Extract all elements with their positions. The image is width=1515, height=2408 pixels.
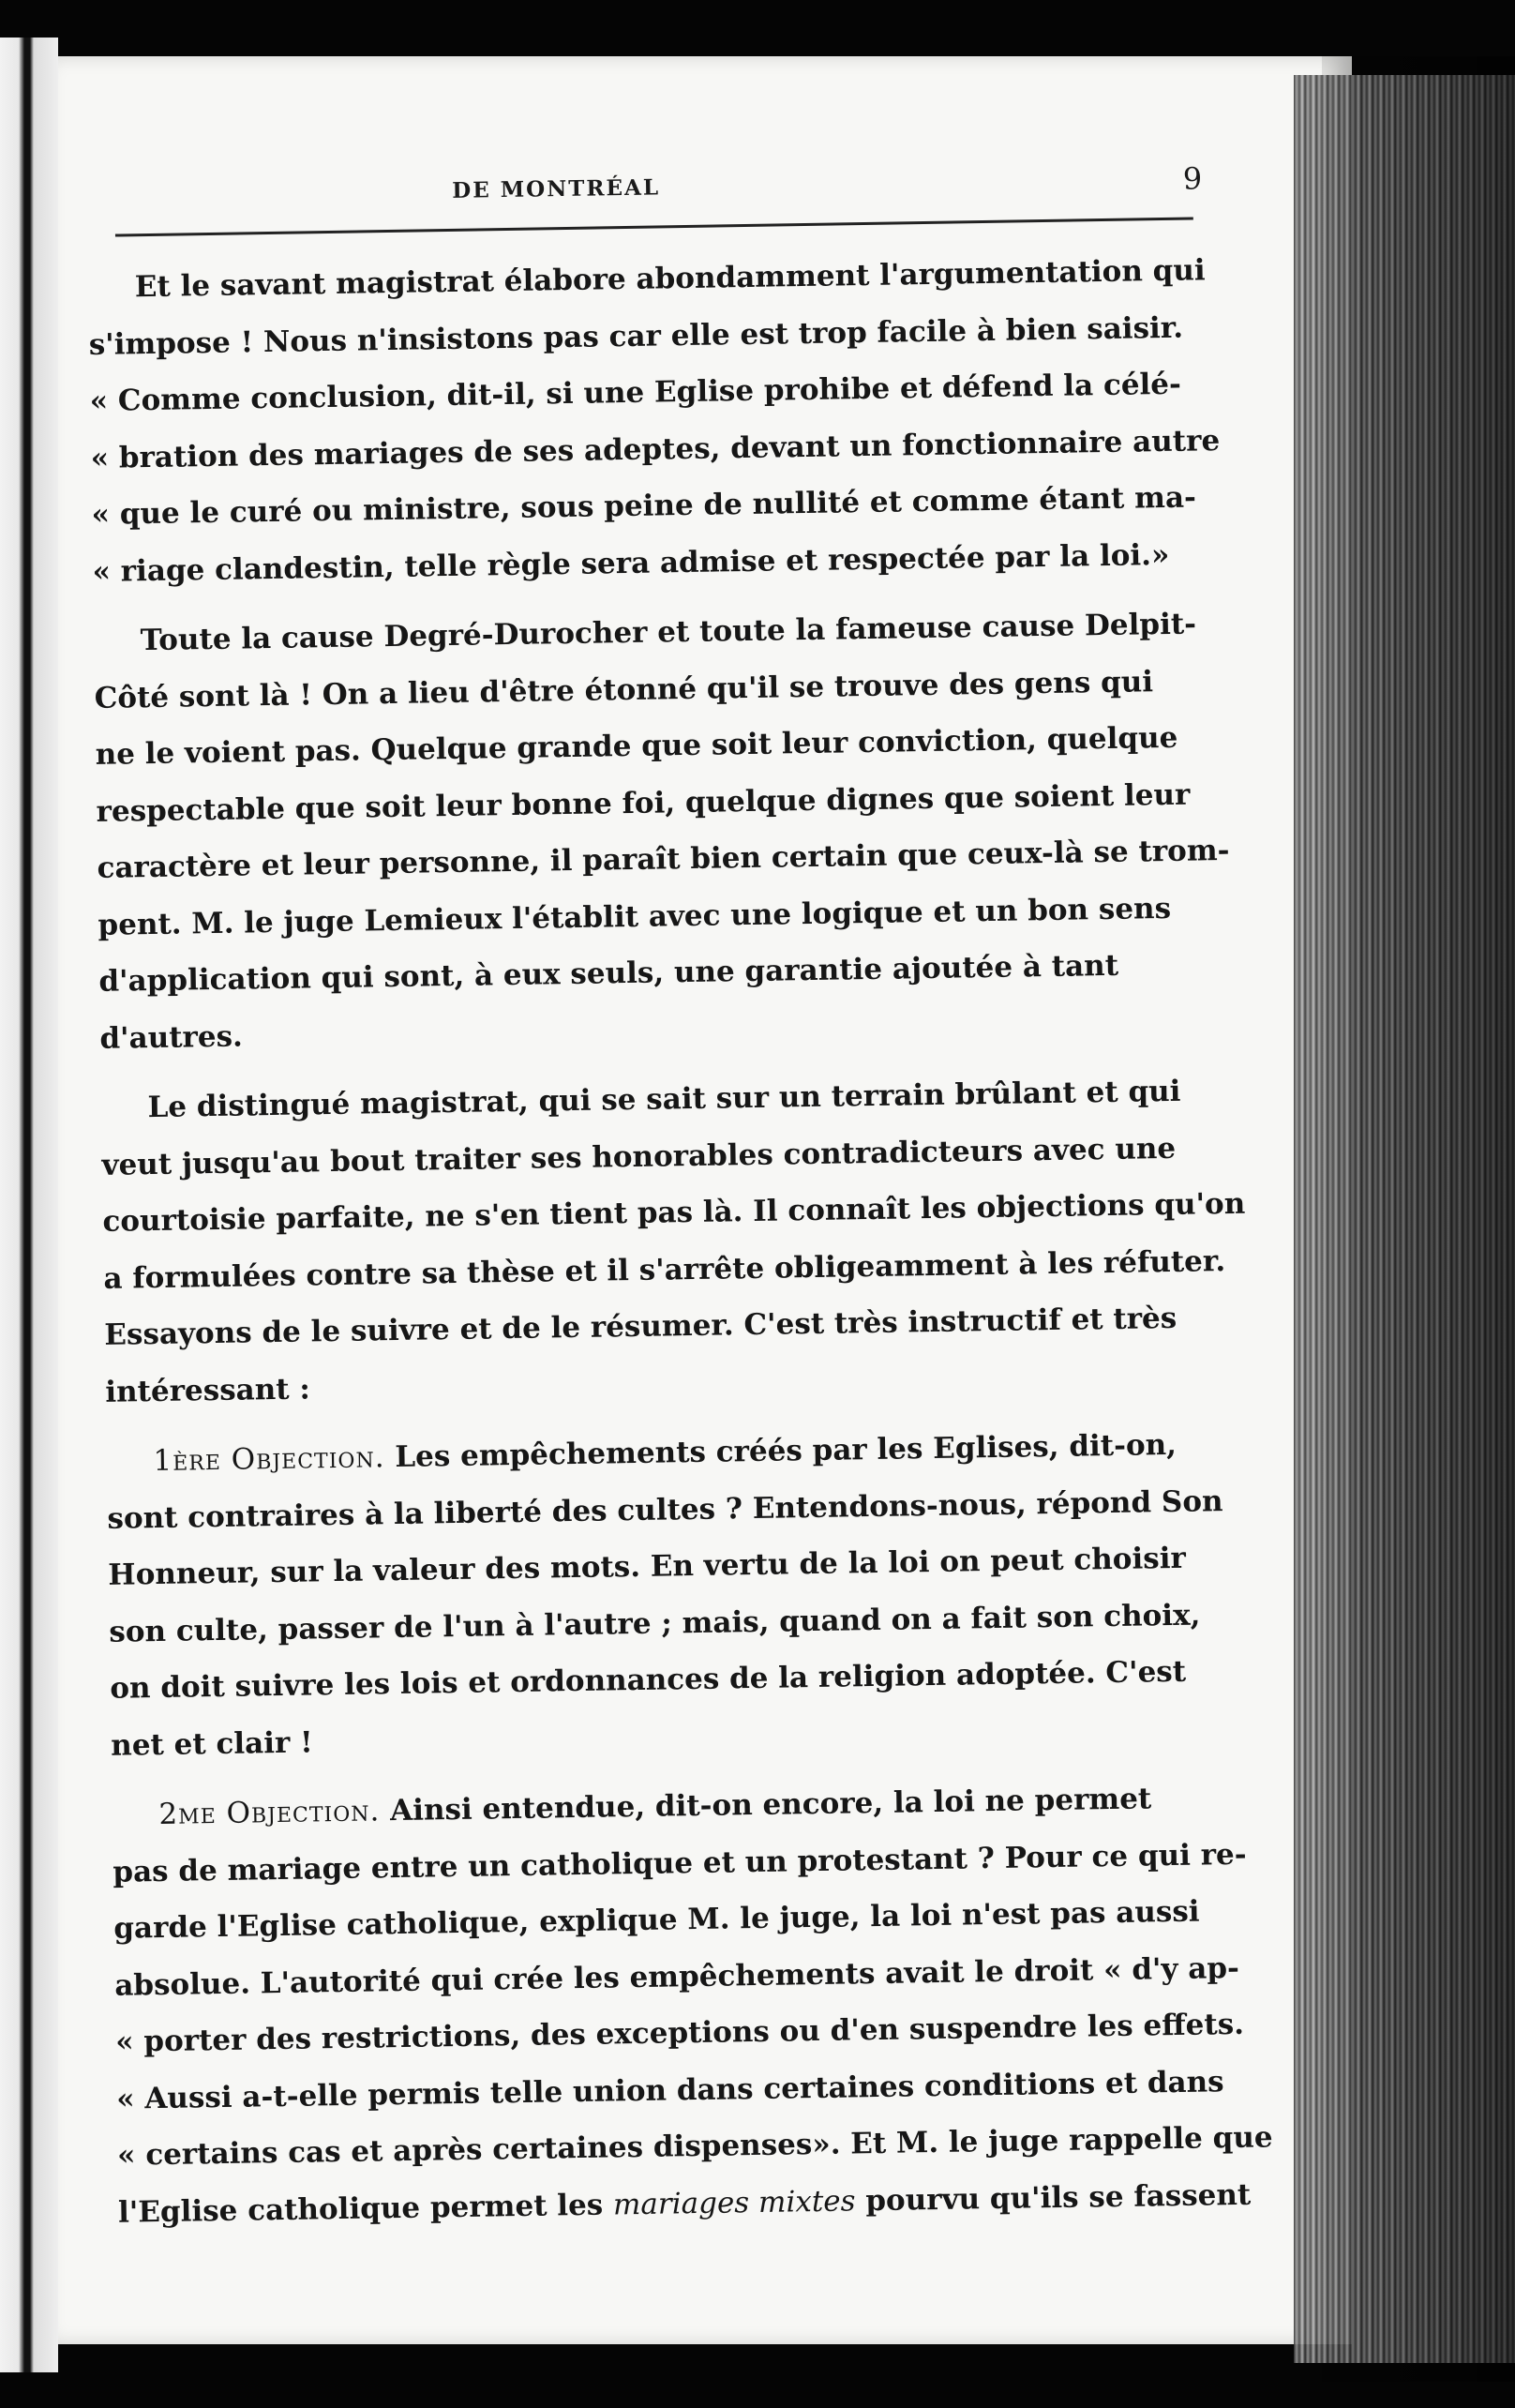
text-line: pent. M. le juge Lemieux l'établit avec une logique et un bon sens [98,891,1172,942]
text-line: « certains cas et après certaines dispenses». Et M. le juge rappelle que [116,2120,1273,2173]
text-line: veut jusqu'au bout traiter ses honorables contradicteurs avec une [101,1131,1177,1182]
objection-heading: 2me Objection. [158,1794,381,1831]
text-line: net et clair ! [110,1724,313,1763]
text-line: Côté sont là ! On a lieu d'être étonné qu'il se trouve des gens qui [94,664,1154,715]
paragraph-3 [100,1063,1246,1421]
text-line: absolue. L'autorité qui crée les empêchements avait le droit « d'y ap- [113,1950,1240,2003]
text-line: on doit suivre les lois et ordonnances de la religion adoptée. C'est [110,1654,1187,1706]
text-run: Ainsi entendue, dit-on encore, la loi ne permet [380,1782,1152,1829]
paragraph-2 [93,596,1230,1067]
paragraph-objection-2 [112,1769,1273,2240]
text-line: intéressant : [105,1371,311,1409]
text-line: « Aussi a-t-elle permis telle union dans certaines conditions et dans [115,2064,1224,2116]
page-stack-shadow [1322,56,1515,2382]
text-run: l'Eglise catholique permet les [117,2187,614,2230]
text-line: caractère et leur personne, il paraît bien certain que ceux-là se trom- [97,833,1230,885]
left-page-edge [0,38,58,2372]
text-line: Le distingué magistrat, qui se sait sur un terrain brûlant et qui [147,1074,1181,1125]
running-title: DE MONTRÉAL [452,174,661,203]
text-line: sont contraires à la liberté des cultes ? Entendons-nous, répond Son [107,1483,1223,1536]
text-line: « bration des mariages de ses adeptes, devant un fonctionnaire autre [90,423,1221,475]
paragraph-objection-1 [106,1416,1223,1773]
text-line: pas de mariage entre un catholique et un protestant ? Pour ce qui re- [112,1837,1247,1889]
text-line: garde l'Eglise catholique, explique M. le juge, la loi n'est pas aussi [113,1894,1200,1946]
text-line: d'autres. [99,1018,244,1056]
page-number: 9 [1182,160,1203,197]
text-line: Et le savant magistrat élabore abondamment l'argumentation qui [134,253,1206,305]
text-line: courtoisie parfaite, ne s'en tient pas là. Il connaît les objections qu'on [102,1186,1246,1239]
text-line: d'application qui sont, à eux seuls, une garantie ajoutée à tant [98,948,1119,999]
body-text [87,243,1273,2241]
text-run: Les empêchements créés par les Eglises, dit-on, [384,1427,1178,1475]
text-line: s'impose ! Nous n'insistons pas car elle est trop facile à bien saisir. [88,310,1184,362]
text-line: Essayons de le suivre et de le résumer. C'est très instructif et très [104,1301,1178,1352]
text-line: « Comme conclusion, dit-il, si une Eglise prohibe et défend la célé- [89,367,1182,418]
text-line: a formulées contre sa thèse et il s'arrête obligeamment à les réfuter. [103,1243,1226,1296]
text-line: « porter des restrictions, des exceptions ou d'en suspendre les effets. [114,2007,1245,2059]
text-line: respectable que soit leur bonne foi, quelque dignes que soient leur [96,777,1191,829]
text-line: Honneur, sur la valeur des mots. En vertu de la loi on peut choisir [108,1541,1187,1592]
text-line: « que le curé ou ministre, sous peine de nullité et comme étant ma- [91,480,1197,532]
text-line: ne le voient pas. Quelque grande que soit leur conviction, quelque [95,720,1178,772]
text-run: pourvu qu'ils se fassent [855,2177,1252,2218]
text-line: son culte, passer de l'un à l'autre ; mais, quand on a fait son choix, [109,1598,1201,1649]
page-content [86,160,1273,2254]
text-line: « riage clandestin, telle règle sera admise et respectée par la loi.» [92,537,1170,589]
paragraph-1 [87,243,1221,600]
text-line: Toute la cause Degré-Durocher et toute la fameuse cause Delpit- [140,607,1197,658]
italic-term: mariages mixtes [612,2183,856,2221]
objection-heading: 1ère Objection. [153,1440,385,1479]
